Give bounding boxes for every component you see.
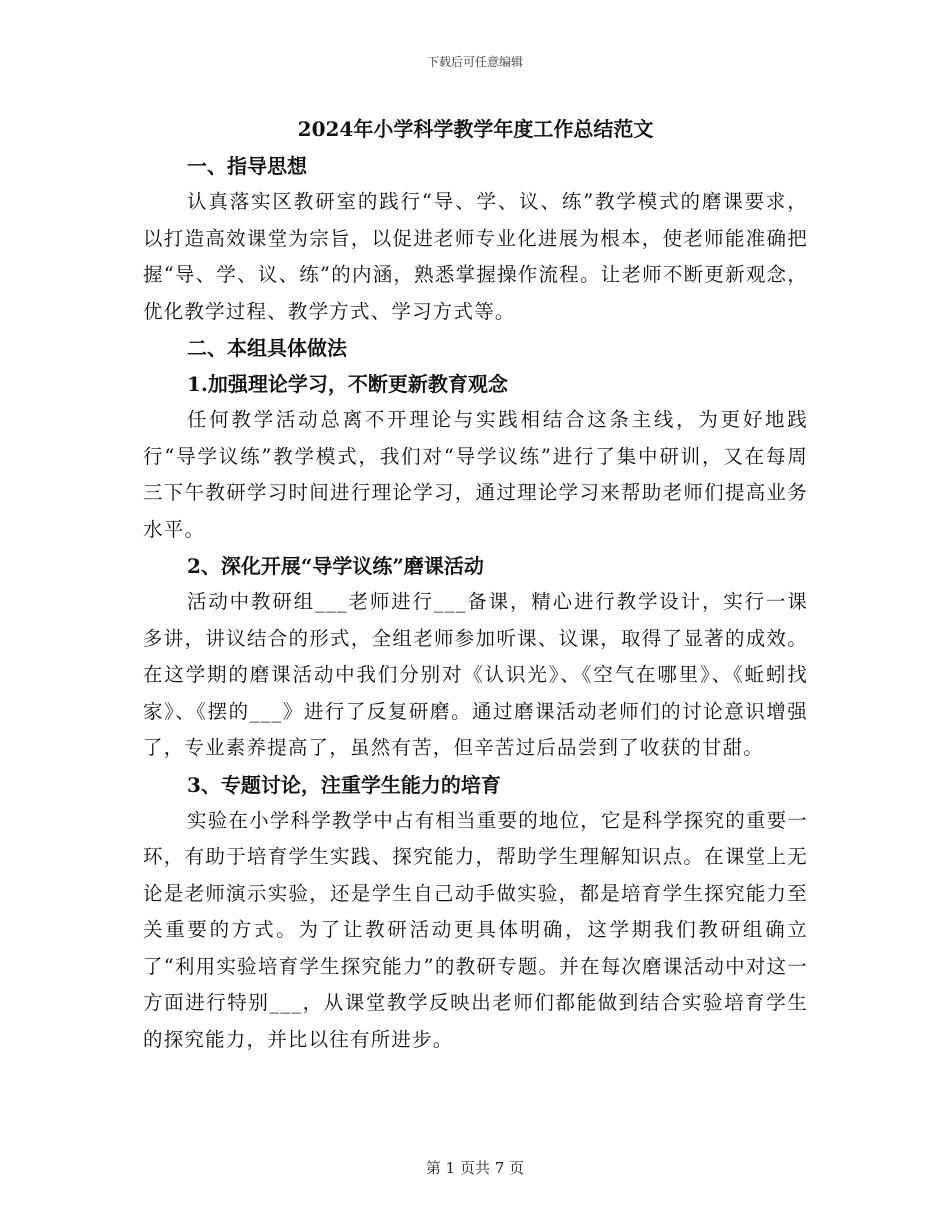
paragraph-special-topic: 实验在小学科学教学中占有相当重要的地位，它是科学探究的重要一环，有助于培育学生实践、探究能力，帮助学生理解知识点。在课堂上无论是老师演示实验，还是学生自己动手做实验，都是培育学生探究能力至关重要的方式。为了让教研活动更具体明确，这学期我们教研组确立了“利用实验培育学生探究能力”的教研专题。并在每次磨课活动中对这一方面进行特别___，从课堂教学反映出老师们都能做到结合实验培育学生的探究能力，并比以往有所进步。	[143, 808, 809, 1051]
document-body	[143, 114, 808, 1058]
paragraph-theory-study: 任何教学活动总离不开理论与实践相结合这条主线，为更好地践行“导学议练”教学模式，我们对“导学议练”进行了集中研训，又在每周三下午教研学习时间进行理论学习，通过理论学习来帮助老师们提高业务水平。	[143, 408, 808, 541]
page-header: 下载后可任意编辑	[426, 55, 523, 69]
subsection-heading-special-topic: 3、专题讨论，注重学生能力的培育	[187, 772, 501, 797]
document-title: 2024年小学科学教学年度工作总结范文	[297, 117, 654, 141]
subsection-heading-lesson-polishing: 2、深化开展“导学议练”磨课活动	[187, 554, 484, 578]
subsection-heading-theory-study: 1.加强理论学习，不断更新教育观念	[187, 372, 508, 396]
paragraph-lesson-polishing: 活动中教研组___老师进行___备课，精心进行教学设计，实行一课多讲，讲议结合的形式，全组老师参加听课、议课，取得了显著的成效。在这学期的磨课活动中我们分别对《认识光》、《空气在哪里》、《蚯蚓找家》、《摆的___》进行了反复研磨。通过磨课活动老师们的讨论意识增强了，专业素养提高了，虽然有苦，但辛苦过后品尝到了收获的甘甜。	[143, 590, 808, 759]
section-heading-practices: 二、本组具体做法	[187, 336, 347, 360]
page-footer: 第 1 页共 7 页	[425, 1159, 525, 1177]
paragraph-guiding-ideology: 认真落实区教研室的践行“导、学、议、练”教学模式的磨课要求，以打造高效课堂为宗旨，以促进老师专业化进展为根本，使老师能准确把握“导、学、议、练”的内涵，熟悉掌握操作流程。让老师不断更新观念，优化教学过程、教学方式、学习方式等。	[143, 190, 808, 323]
section-heading-guiding-ideology: 一、指导思想	[187, 154, 307, 178]
